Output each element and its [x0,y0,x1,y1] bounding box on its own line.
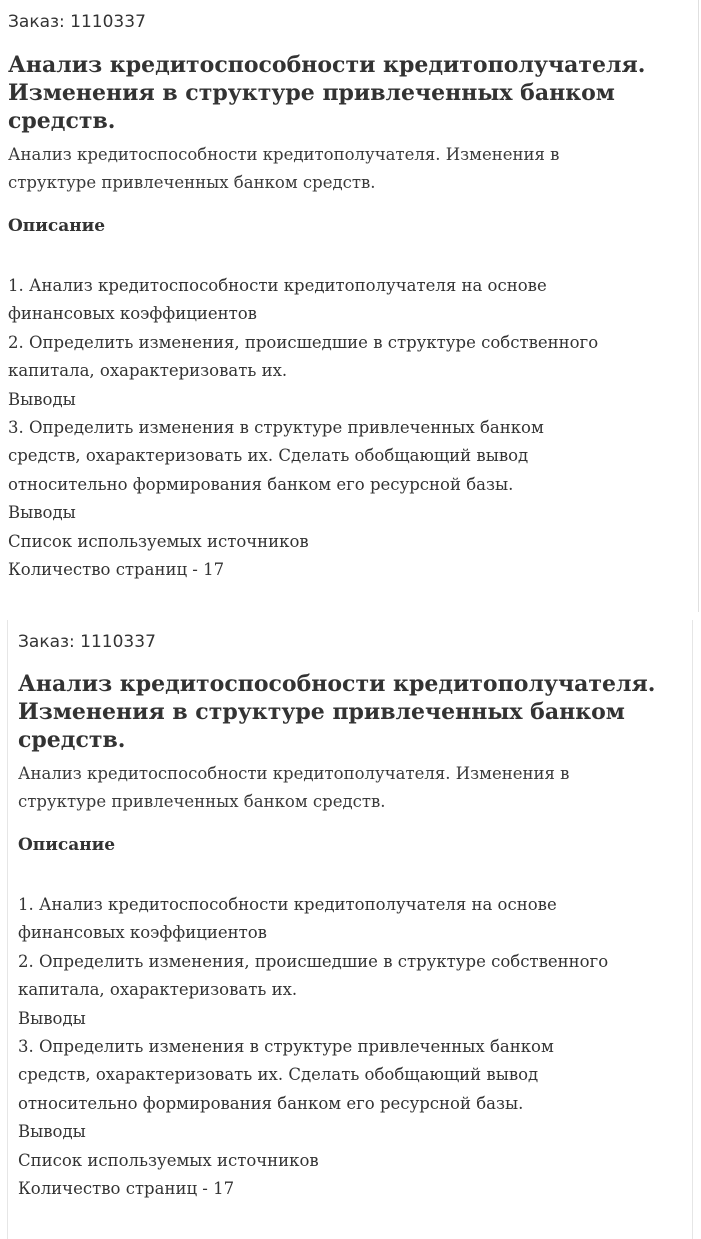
description-line: Выводы [18,1122,86,1142]
description-heading: Описание [18,835,116,855]
order-title-line: средств. [8,108,116,134]
order-subtitle-line: структуре привлеченных банком средств. [18,792,386,811]
description-line: относительно формирования банком его ресурсной базы. [18,1093,524,1113]
description-line: Выводы [8,503,76,523]
description-line: 1. Анализ кредитоспособности кредитополучателя на основе [18,895,557,914]
order-title-line: Изменения в структуре привлеченных банком [8,80,615,106]
order-title-line: Анализ кредитоспособности кредитополучателя. [8,52,646,78]
description-line: 2. Определить изменения, происшедшие в структуре собственного [18,951,609,971]
description-heading: Описание [8,216,106,236]
order-subtitle [8,141,690,197]
order-subtitle-line: Анализ кредитоспособности кредитополучателя. Изменения в [8,145,560,164]
description-line: Выводы [8,389,76,409]
description-line: средств, охарактеризовать их. Сделать обобщающий вывод [18,1065,539,1085]
description-line: Количество страниц - 17 [8,560,225,580]
description-line: 1. Анализ кредитоспособности кредитополучателя на основе [8,276,547,295]
order-card [7,620,693,1239]
description-line: средств, охарактеризовать их. Сделать обобщающий вывод [8,446,529,466]
description-line: Список используемых источников [18,1150,319,1170]
order-title [8,51,690,135]
order-subtitle-line: структуре привлеченных банком средств. [8,173,376,192]
description-line: финансовых коэффициентов [18,923,267,943]
description-line: 3. Определить изменения в структуре привлеченных банком [18,1037,554,1057]
description-line: капитала, охарактеризовать их. [18,980,298,1000]
order-number: Заказ: 1110337 [18,632,156,652]
description-list [8,272,690,584]
order-number: Заказ: 1110337 [8,12,146,32]
description-line: капитала, охарактеризовать их. [8,361,288,381]
description-line: 3. Определить изменения в структуре привлеченных банком [8,418,544,438]
description-line: Выводы [18,1008,86,1028]
order-title-line: средств. [18,727,126,753]
description-line: 2. Определить изменения, происшедшие в структуре собственного [8,332,599,352]
order-title-line: Изменения в структуре привлеченных банком [18,699,625,725]
description-line: относительно формирования банком его ресурсной базы. [8,474,514,494]
description-list [18,891,682,1203]
description-line: Список используемых источников [8,531,309,551]
order-title [18,670,682,754]
description-line: финансовых коэффициентов [8,304,257,324]
order-subtitle-line: Анализ кредитоспособности кредитополучателя. Изменения в [18,764,570,783]
order-card [0,0,699,612]
description-line: Количество страниц - 17 [18,1179,235,1199]
order-subtitle [18,760,682,816]
order-title-line: Анализ кредитоспособности кредитополучателя. [18,671,656,697]
